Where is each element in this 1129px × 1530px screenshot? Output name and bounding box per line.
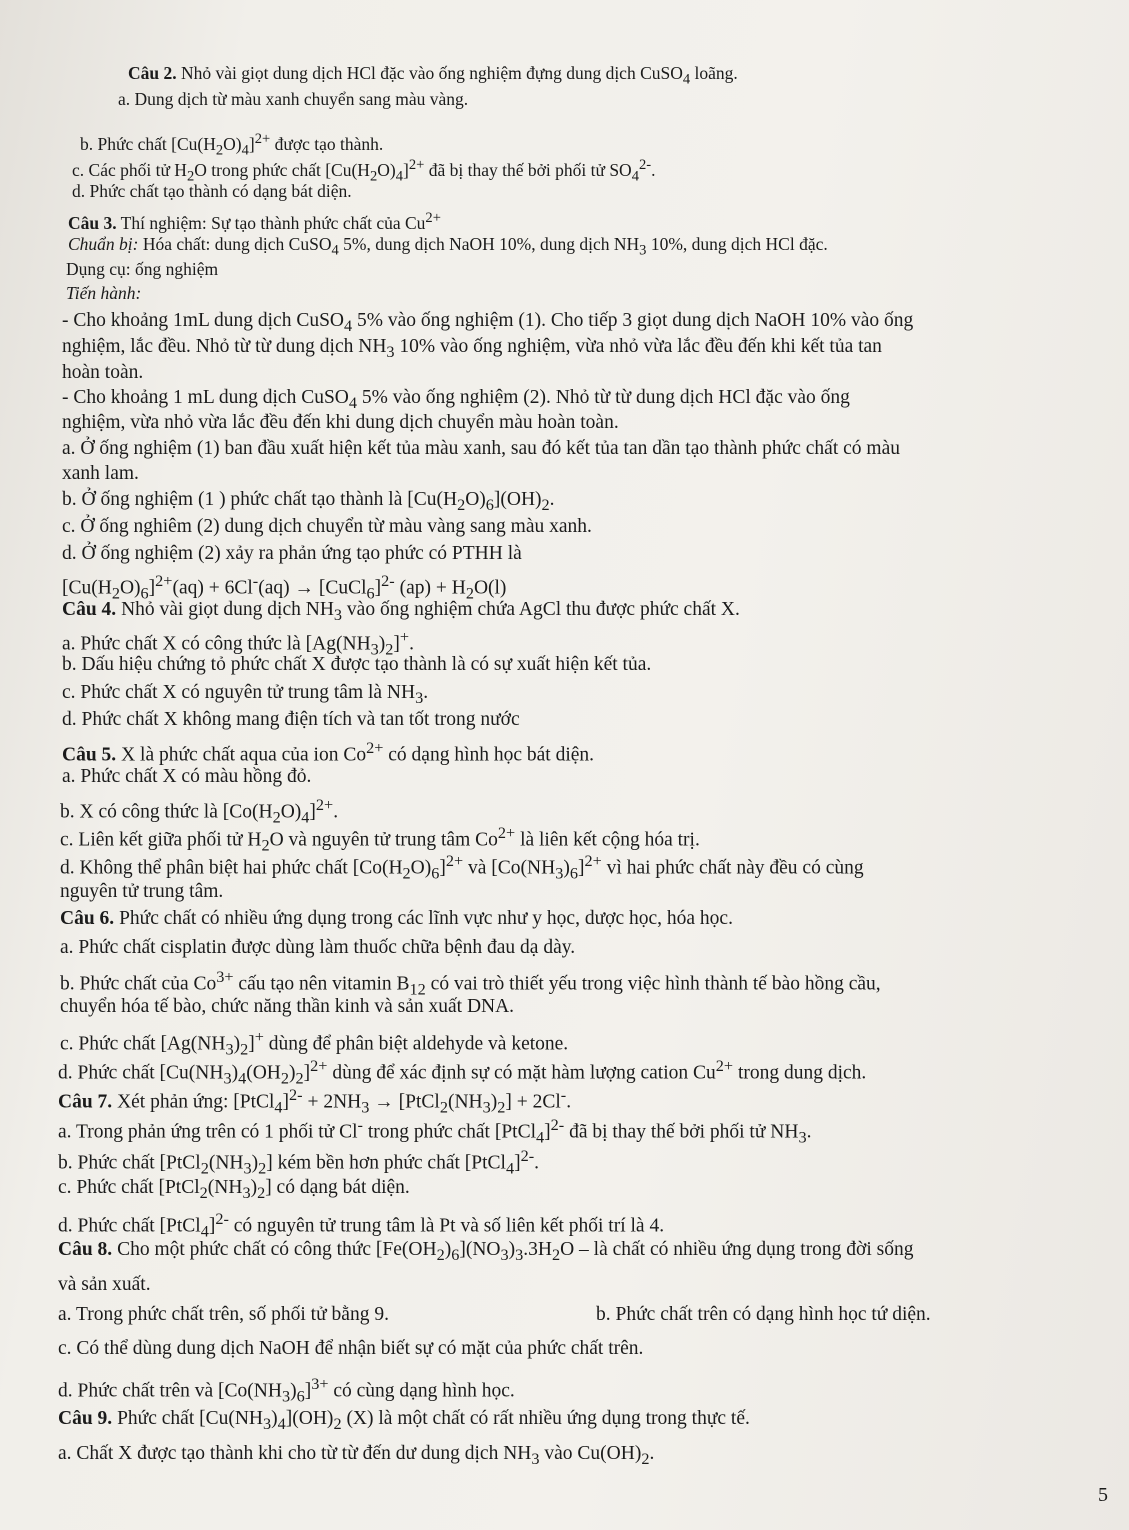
text-line: xanh lam.: [62, 463, 139, 484]
text-line: a. Phức chất X có màu hồng đỏ.: [62, 766, 312, 787]
text-line: a. Dung dịch từ màu xanh chuyển sang màu vàng.: [118, 89, 469, 109]
text-line: b. Phức chất trên có dạng hình học tứ diện.: [596, 1304, 931, 1325]
text-line: c. Liên kết giữa phối tử $H_2O$ và nguyên tử trung tâm $Co^{2+}$ là liên kết cộng hóa trị.: [60, 824, 700, 855]
text-line: Câu 5. X là phức chất aqua của ion $Co^{2+}$ có dạng hình học bát diện.: [62, 739, 595, 766]
text-line: Tiến hành:: [66, 283, 142, 303]
text-line: Câu 2. Nhỏ vài giọt dung dịch HCl đặc vào ống nghiệm đựng dung dịch CuSO$_4$ loãng.: [128, 63, 738, 88]
text-line: d. Phức chất tạo thành có dạng bát diện.: [72, 181, 352, 201]
text-line: nghiệm, lắc đều. Nhỏ từ từ dung dịch $NH_3$ 10% vào ống nghiệm, vừa nhỏ vừa lắc đều đến khi kết tủa tan: [62, 336, 882, 361]
text-line: $[Cu(H_2O)_6]^{2+}(aq) + 6Cl^-(aq)$ → [CuCl$_6$]$^{2-}$ $(ap) + H_2O(l)$: [62, 572, 507, 603]
text-line: Câu 9. Phức chất $[Cu(NH_3)_4](OH)_2$ (X) là một chất có rất nhiều ứng dụng trong thực tế.: [58, 1408, 750, 1433]
text-line: Chuẩn bị: Hóa chất: dung dịch CuSO$_4$ 5%, dung dịch NaOH 10%, dung dịch $NH_3$ 10%, dung dịch HCl đặc.: [68, 234, 828, 259]
text-line: d. Ở ống nghiệm (2) xảy ra phản ứng tạo phức có PTHH là: [62, 543, 522, 564]
text-line: a. Phức chất cisplatin được dùng làm thuốc chữa bệnh đau dạ dày.: [60, 937, 576, 958]
text-line: d. Phức chất X không mang điện tích và tan tốt trong nước: [62, 709, 520, 730]
text-line: a. Trong phức chất trên, số phối tử bằng 9.: [58, 1304, 389, 1325]
text-line: nghiệm, vừa nhỏ vừa lắc đều đến khi dung dịch chuyển màu hoàn toàn.: [62, 412, 619, 433]
text-line: nguyên tử trung tâm.: [60, 881, 224, 902]
text-line: d. Phức chất [PtCl$_4$]$^{2-}$ có nguyên tử trung tâm là Pt và số liên kết phối trí là 4.: [58, 1210, 665, 1241]
text-line: b. Phức chất $[Cu(H_2O)_4]^{2+}$ được tạo thành.: [80, 131, 384, 159]
text-line: Câu 3. Thí nghiệm: Sự tạo thành phức chất của $Cu^{2+}$: [68, 210, 441, 233]
text-line: - Cho khoảng 1mL dung dịch CuSO$_4$ 5% vào ống nghiệm (1). Cho tiếp 3 giọt dung dịch NaOH 10% vào ống: [62, 310, 914, 335]
text-line: và sản xuất.: [58, 1274, 151, 1295]
text-line: Câu 4. Nhỏ vài giọt dung dịch $NH_3$ vào ống nghiệm chứa AgCl thu được phức chất X.: [62, 599, 740, 624]
text-line: a. Chất X được tạo thành khi cho từ từ đến dư dung dịch $NH_3$ vào $Cu(OH)_2$.: [58, 1443, 655, 1468]
text-line: c. Phức chất $[Ag(NH_3)_2]^+$ dùng để phân biệt aldehyde và ketone.: [60, 1028, 569, 1059]
text-line: Câu 7. Xét phản ứng: [PtCl$_4$]$^{2-}$ + $2NH_3$ → $[PtCl_2(NH_3)_2] + 2Cl^-$.: [58, 1086, 572, 1117]
text-line: c. Phức chất $[PtCl_2(NH_3)_2]$ có dạng bát diện.: [58, 1177, 410, 1202]
text-line: c. Các phối tử $H_2O$ trong phức chất $[Cu(H_2O)_4]^{2+}$ đã bị thay thế bởi phối tử $SO_4^{2-}$.: [72, 157, 656, 185]
text-line: b. Dấu hiệu chứng tỏ phức chất X được tạo thành là có sự xuất hiện kết tủa.: [62, 654, 652, 675]
text-line: a. Ở ống nghiệm (1) ban đầu xuất hiện kết tủa màu xanh, sau đó kết tủa tan dần tạo thành phức chất có màu: [62, 438, 900, 459]
text-line: d. Không thể phân biệt hai phức chất $[Co(H_2O)_6]^{2+}$ và $[Co(NH_3)_6]^{2+}$ vì hai phức chất này đều có cùng: [60, 852, 864, 883]
text-line: Câu 6. Phức chất có nhiều ứng dụng trong các lĩnh vực như y học, dược học, hóa học.: [60, 908, 733, 929]
text-line: c. Ở ống nghiêm (2) dung dịch chuyển từ màu vàng sang màu xanh.: [62, 516, 592, 537]
text-line: b. Ở ống nghiệm (1 ) phức chất tạo thành là $[Cu(H_2O)_6](OH)_2$.: [62, 489, 555, 514]
text-line: - Cho khoảng 1 mL dung dịch CuSO$_4$ 5% vào ống nghiệm (2). Nhỏ từ từ dung dịch HCl đặc vào ống: [62, 387, 850, 412]
text-line: b. Phức chất của $Co^{3+}$ cấu tạo nên vitamin $B_{12}$ có vai trò thiết yếu trong việc hình thành tế bào hồng cầu,: [60, 968, 881, 999]
text-line: chuyển hóa tế bào, chức năng thần kinh và sản xuất DNA.: [60, 996, 515, 1017]
text-line: Dụng cụ: ống nghiệm: [66, 259, 219, 279]
text-line: a. Trong phản ứng trên có 1 phối tử Cl- trong phức chất [PtCl$_4$]$^{2-}$ đã bị thay thế bởi phối tử $NH_3$.: [58, 1116, 812, 1147]
text-line: d. Phức chất trên và $[Co(NH_3)_6]^{3+}$ có cùng dạng hình học.: [58, 1375, 515, 1406]
text-line: d. Phức chất $[Cu(NH_3)_4(OH_2)_2]^{2+}$ dùng để xác định sự có mặt hàm lượng cation $Cu^{2+}$ trong dung dịch.: [58, 1057, 867, 1088]
text-line: c. Có thể dùng dung dịch NaOH để nhận biết sự có mặt của phức chất trên.: [58, 1338, 644, 1359]
text-line: hoàn toàn.: [62, 362, 144, 383]
text-line: b. Phức chất $[PtCl_2(NH_3)_2]$ kém bền hơn phức chất [PtCl$_4$]$^{2-}$.: [58, 1147, 539, 1178]
text-line: Câu 8. Cho một phức chất có công thức $[Fe(OH_2)_6](NO_3)_3.3H_2O$ – là chất có nhiều ứng dụng trong đời sống: [58, 1239, 914, 1264]
page-number: 5: [1098, 1484, 1108, 1506]
text-line: a. Phức chất X có công thức là $[Ag(NH_3)_2]^+$.: [62, 628, 414, 659]
text-line: c. Phức chất X có nguyên tử trung tâm là $NH_3$.: [62, 682, 429, 707]
text-line: b. X có công thức là $[Co(H_2O)_4]^{2+}$.: [60, 796, 339, 827]
